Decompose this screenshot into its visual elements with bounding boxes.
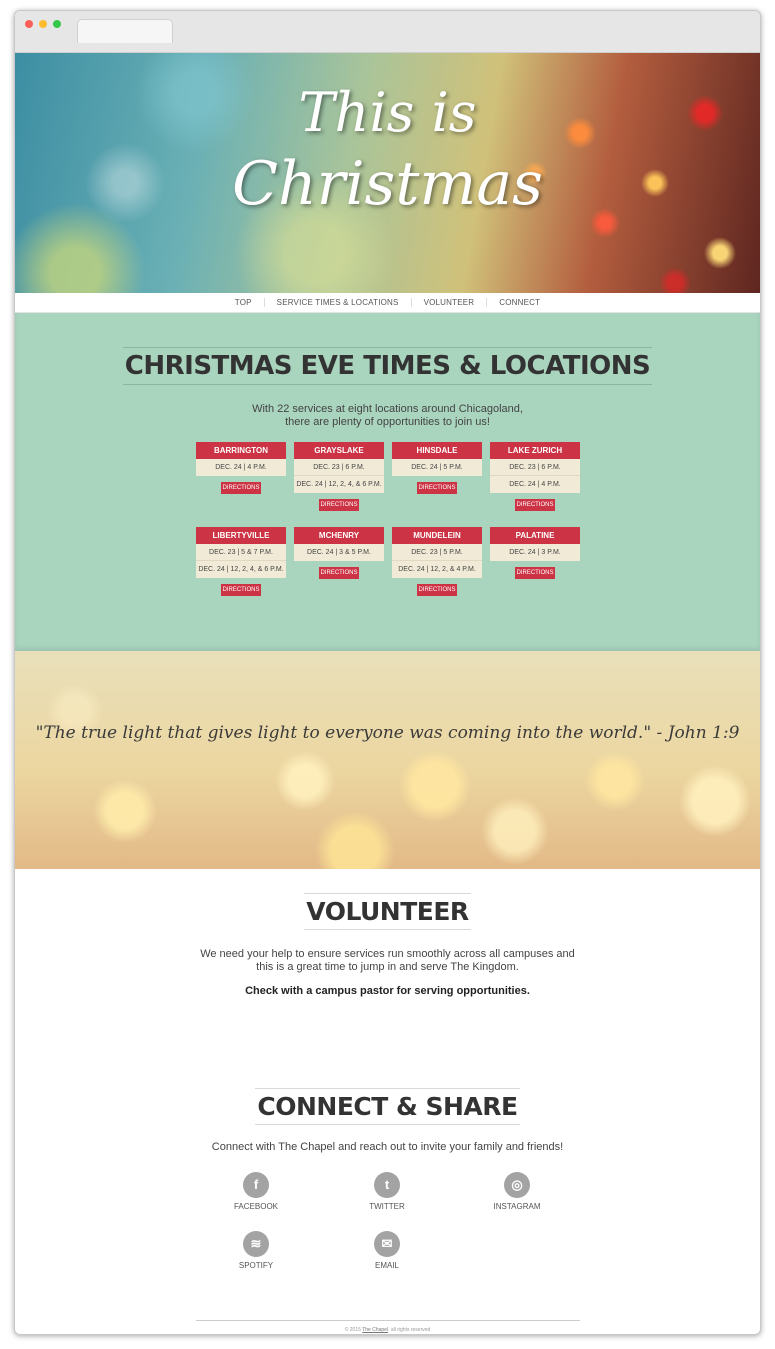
location-times — [392, 459, 482, 476]
directions-button[interactable]: DIRECTIONS — [417, 584, 457, 596]
location-times — [196, 544, 286, 578]
location-card — [392, 442, 482, 511]
nav-volunteer[interactable]: VOLUNTEER — [411, 298, 487, 307]
directions-button[interactable]: DIRECTIONS — [319, 499, 359, 511]
location-card — [196, 442, 286, 511]
service-time: DEC. 24 | 5 P.M. — [411, 464, 463, 471]
service-time: DEC. 24 | 12, 2, & 4 P.M. — [398, 566, 476, 573]
instagram-label: INSTAGRAM — [493, 1202, 541, 1211]
nav-connect[interactable]: CONNECT — [486, 298, 552, 307]
service-time: DEC. 24 | 4 P.M. — [509, 481, 561, 488]
location-card — [490, 527, 580, 596]
volunteer-title: VOLUNTEER — [306, 897, 469, 926]
locations-grid — [196, 442, 580, 596]
footer-prefix: © 2015 — [344, 1327, 361, 1333]
twitter-link[interactable] — [347, 1172, 427, 1211]
location-name: BARRINGTON — [196, 442, 286, 459]
location-times — [490, 544, 580, 561]
email-link[interactable] — [347, 1231, 427, 1270]
scripture-quote-section — [15, 651, 760, 869]
footer — [15, 1327, 760, 1333]
directions-button[interactable]: DIRECTIONS — [417, 482, 457, 494]
browser-window — [14, 10, 761, 1335]
volunteer-callout: Check with a campus pastor for serving opportunities. — [245, 985, 530, 997]
directions-button[interactable]: DIRECTIONS — [515, 499, 555, 511]
location-card — [196, 527, 286, 596]
location-times — [196, 459, 286, 476]
connect-intro: Connect with The Chapel and reach out to invite your family and friends! — [211, 1141, 564, 1153]
directions-button[interactable]: DIRECTIONS — [221, 482, 261, 494]
footer-link[interactable]: The Chapel — [362, 1327, 389, 1333]
spotify-link[interactable] — [216, 1231, 296, 1270]
service-time: DEC. 24 | 4 P.M. — [215, 464, 267, 471]
nav-service-times[interactable]: SERVICE TIMES & LOCATIONS — [264, 298, 411, 307]
instagram-link[interactable] — [477, 1172, 557, 1211]
nav-top[interactable]: TOP — [234, 298, 252, 307]
service-time: DEC. 23 | 6 P.M. — [294, 459, 384, 476]
location-name: HINSDALE — [392, 442, 482, 459]
service-time: DEC. 24 | 3 & 5 P.M. — [307, 549, 371, 556]
location-name: MUNDELEIN — [392, 527, 482, 544]
volunteer-text-line2: this is a great time to jump in and serve The Kingdom. — [256, 961, 519, 973]
location-name: GRAYSLAKE — [294, 442, 384, 459]
location-times — [490, 459, 580, 493]
connect-section — [15, 1064, 760, 1333]
times-intro-line1: With 22 services at eight locations around Chicagoland, — [252, 403, 523, 415]
location-name: MCHENRY — [294, 527, 384, 544]
location-card — [294, 442, 384, 511]
location-card — [392, 527, 482, 596]
location-name: LIBERTYVILLE — [196, 527, 286, 544]
browser-chrome — [15, 11, 760, 53]
facebook-label: FACEBOOK — [233, 1202, 278, 1211]
spotify-label: SPOTIFY — [238, 1261, 274, 1270]
location-times — [294, 544, 384, 561]
twitter-label: TWITTER — [369, 1202, 405, 1211]
location-times — [294, 459, 384, 493]
facebook-link[interactable] — [216, 1172, 296, 1211]
close-window-dot[interactable] — [25, 20, 33, 28]
location-card — [490, 442, 580, 511]
directions-button[interactable]: DIRECTIONS — [221, 584, 261, 596]
directions-button[interactable]: DIRECTIONS — [319, 567, 359, 579]
email-icon: ✉ — [374, 1231, 400, 1257]
volunteer-text-line1: We need your help to ensure services run smoothly across all campuses and — [200, 948, 575, 960]
browser-tab[interactable] — [77, 19, 173, 43]
service-time: DEC. 23 | 5 P.M. — [392, 544, 482, 561]
connect-title: CONNECT & SHARE — [257, 1092, 518, 1121]
location-name: PALATINE — [490, 527, 580, 544]
hero-title-line1: This is — [298, 81, 477, 144]
service-time: DEC. 24 | 12, 2, 4, & 6 P.M. — [198, 566, 284, 573]
email-label: EMAIL — [374, 1261, 399, 1270]
times-intro-line2: there are plenty of opportunities to join us! — [285, 416, 490, 428]
service-time: DEC. 24 | 3 P.M. — [509, 549, 561, 556]
times-title: CHRISTMAS EVE TIMES & LOCATIONS — [124, 351, 651, 381]
location-card — [294, 527, 384, 596]
maximize-window-dot[interactable] — [53, 20, 61, 28]
service-time: DEC. 24 | 12, 2, 4, & 6 P.M. — [296, 481, 382, 488]
footer-suffix: . all rights reserved — [388, 1327, 431, 1333]
directions-button[interactable]: DIRECTIONS — [515, 567, 555, 579]
scripture-quote: "The true light that gives light to everyone was coming into the world." - John 1:9 — [35, 723, 740, 743]
location-times — [392, 544, 482, 578]
service-times-section — [15, 313, 760, 651]
volunteer-section — [15, 869, 760, 1064]
hero-banner — [15, 53, 760, 293]
top-nav — [15, 293, 760, 313]
service-time: DEC. 23 | 6 P.M. — [490, 459, 580, 476]
facebook-icon: f — [243, 1172, 269, 1198]
minimize-window-dot[interactable] — [39, 20, 47, 28]
footer-divider — [196, 1320, 580, 1321]
hero-title-line2: Christmas — [232, 149, 543, 219]
location-name: LAKE ZURICH — [490, 442, 580, 459]
instagram-icon: ◎ — [504, 1172, 530, 1198]
service-time: DEC. 23 | 5 & 7 P.M. — [196, 544, 286, 561]
twitter-icon: t — [374, 1172, 400, 1198]
spotify-icon: ≋ — [243, 1231, 269, 1257]
